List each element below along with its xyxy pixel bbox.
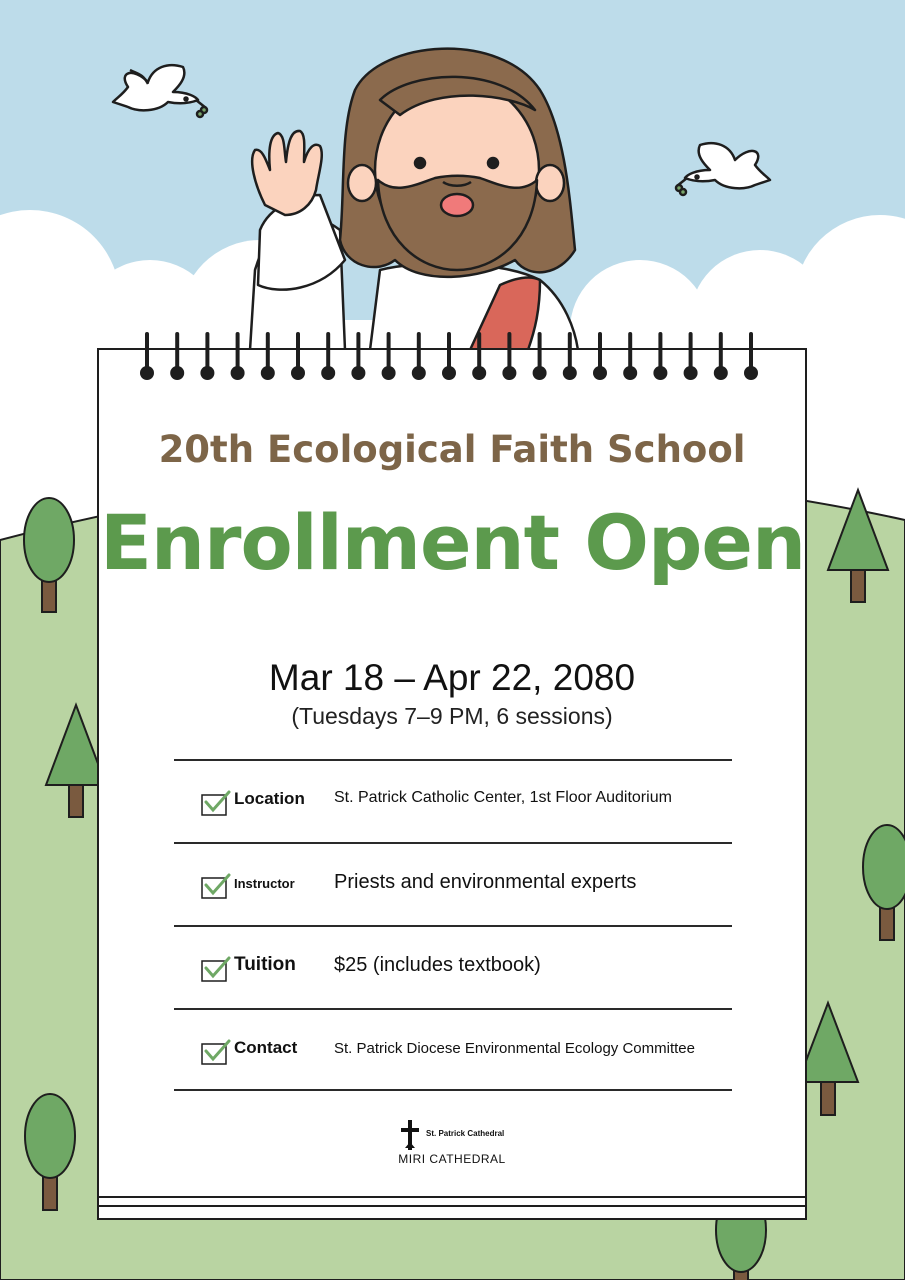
details-row-location	[174, 759, 732, 842]
details-value: Priests and environmental experts	[334, 871, 637, 893]
event-subtitle: 20th Ecological Faith School	[158, 428, 746, 471]
details-value: St. Patrick Diocese Environmental Ecology Committee	[334, 1040, 695, 1057]
details-label: Location	[234, 789, 305, 808]
paper-edge	[97, 1197, 807, 1207]
details-row-contact	[174, 1008, 732, 1091]
details-row-instructor	[174, 842, 732, 925]
check-icon	[201, 956, 231, 982]
details-label: Tuition	[234, 954, 296, 975]
details-table	[174, 759, 732, 1091]
event-schedule: (Tuesdays 7–9 PM, 6 sessions)	[291, 703, 613, 729]
check-icon	[201, 873, 231, 899]
headline: Enrollment Open	[99, 498, 806, 587]
details-value: $25 (includes textbook)	[334, 954, 541, 976]
event-dates: Mar 18 – Apr 22, 2080	[268, 657, 636, 698]
paper-edge	[97, 1206, 807, 1220]
footer-organization: MIRI CATHEDRAL	[398, 1152, 506, 1166]
cross-icon	[399, 1120, 421, 1150]
details-label: Instructor	[234, 876, 295, 891]
details-value: St. Patrick Catholic Center, 1st Floor Auditorium	[334, 789, 672, 806]
check-icon	[201, 790, 231, 816]
details-label: Contact	[234, 1038, 298, 1057]
details-row-tuition	[174, 925, 732, 1008]
footer-church-name: St. Patrick Cathedral	[426, 1129, 505, 1138]
check-icon	[201, 1039, 231, 1065]
